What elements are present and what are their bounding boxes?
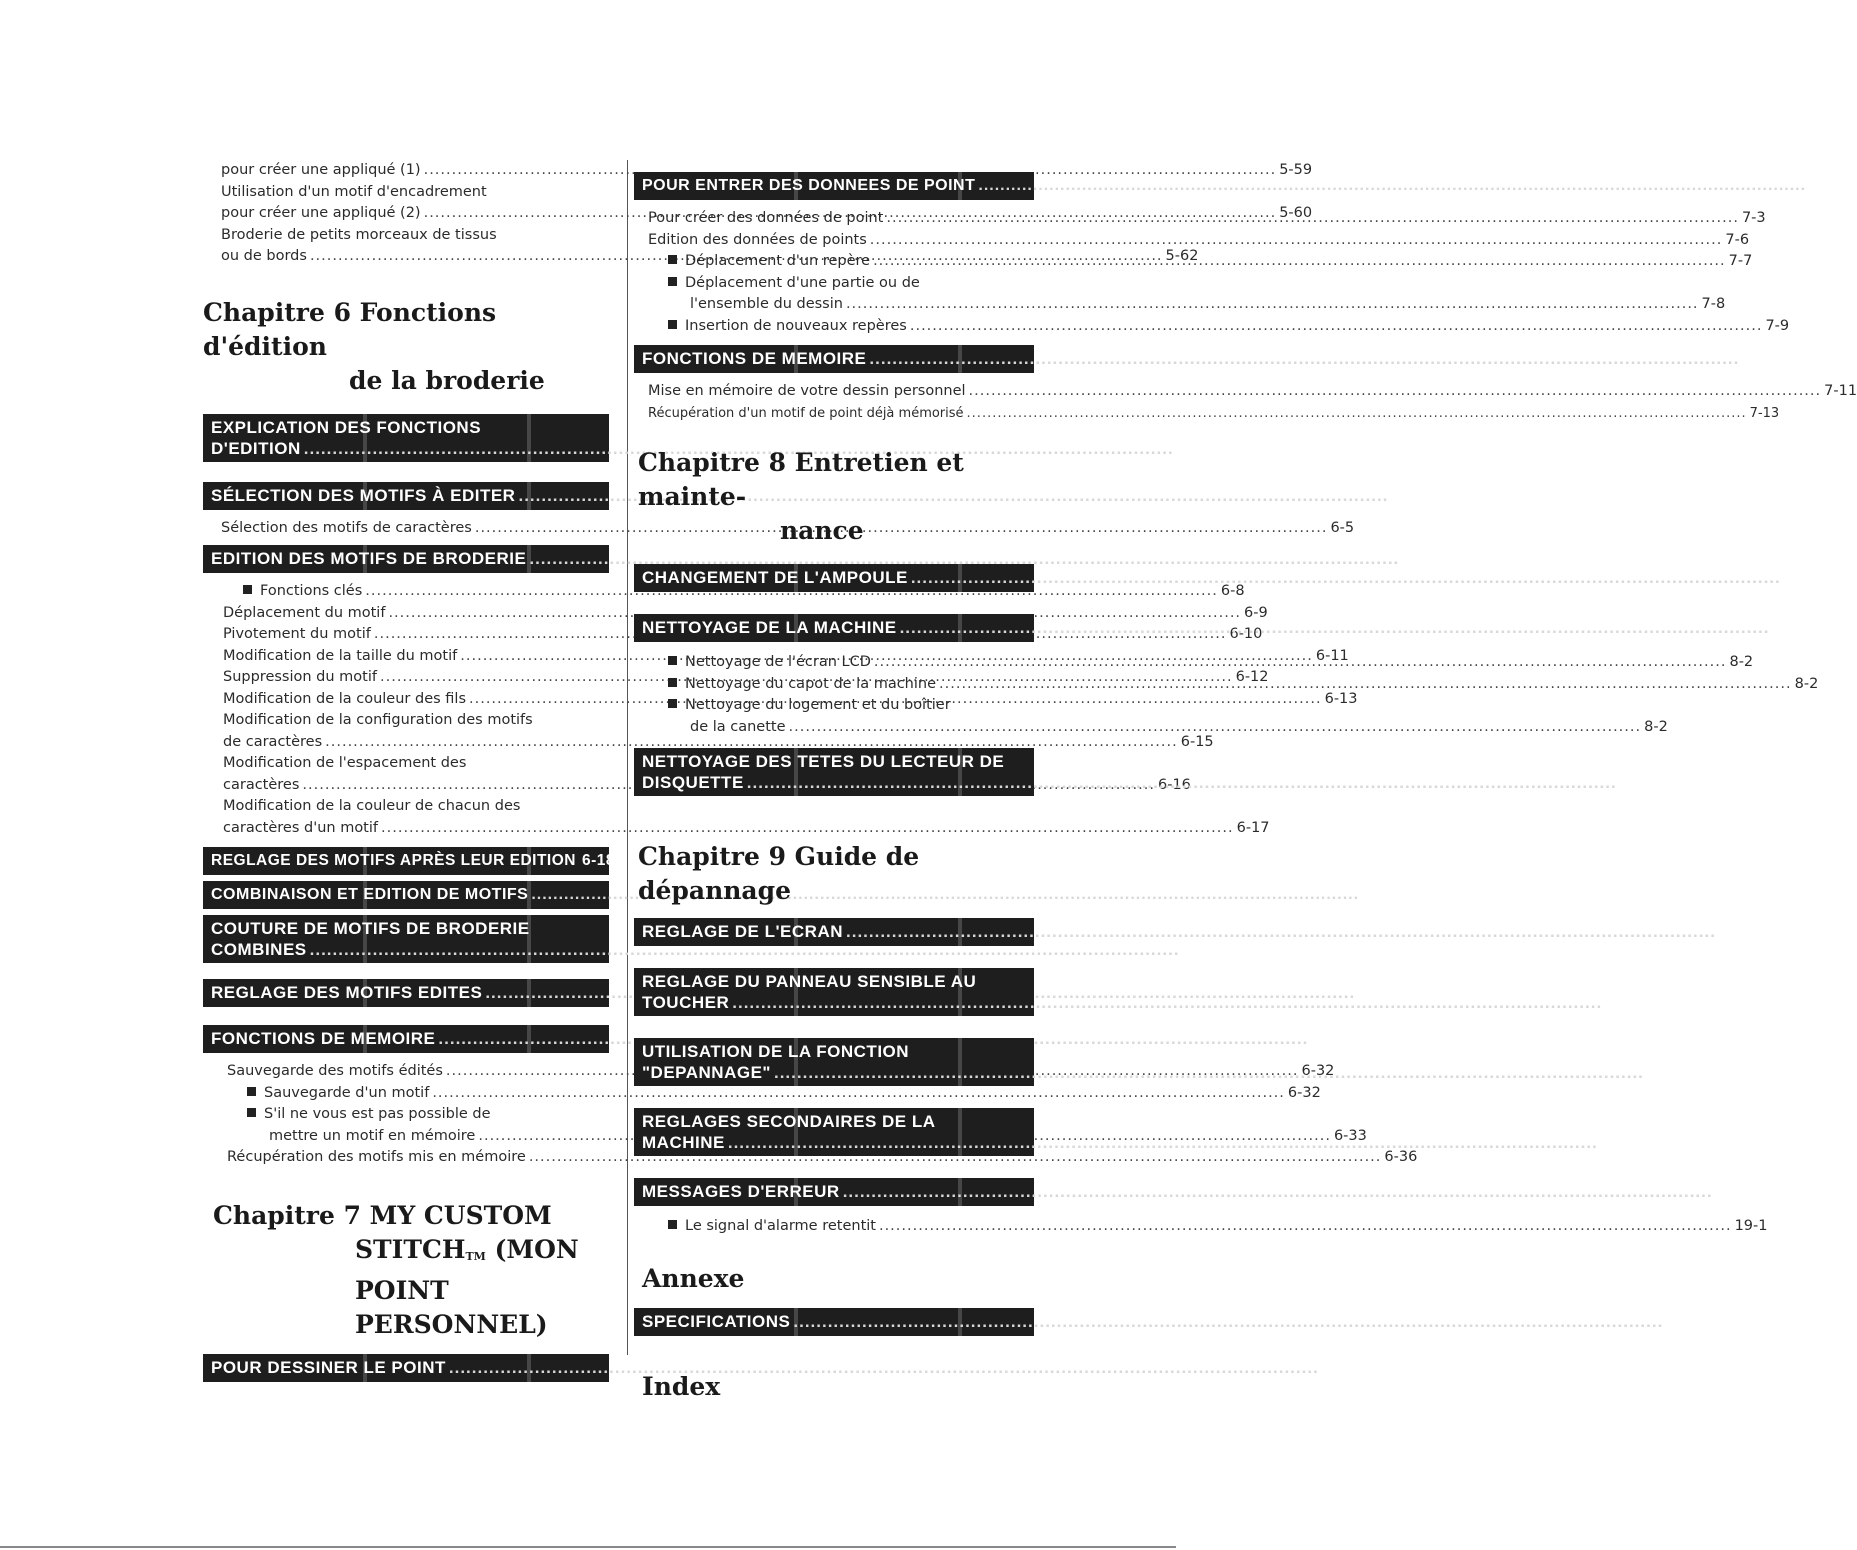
bar-page: 6-18 <box>581 852 616 869</box>
bar-label: SPECIFICATIONS <box>642 1311 791 1331</box>
section-bar-ampoule[interactable] <box>634 564 1810 592</box>
toc-entry[interactable]: de la canette ..... 8-2 <box>648 717 1034 739</box>
bar-page: 8-2 <box>1772 618 1799 637</box>
bar-label: REGLAGE DU PANNEAU SENSIBLE AU <box>642 972 977 991</box>
section-bar-reglage-apres[interactable] <box>203 847 616 875</box>
bar-label: CHANGEMENT DE L'AMPOULE <box>642 568 908 587</box>
square-bullet-icon <box>668 656 677 665</box>
toc-entry[interactable]: Modification de la couleur de chacun des <box>223 798 521 814</box>
square-bullet-icon <box>247 1108 256 1117</box>
toc-entry[interactable]: caractères ..... 6-16 <box>223 775 609 797</box>
section-bar-explication[interactable] <box>203 414 1203 462</box>
toc-entry[interactable]: Broderie de petits morceaux de tissus <box>221 226 497 243</box>
bar-label-cont: COMBINES <box>211 940 307 959</box>
toc-entry[interactable]: Insertion de nouveaux repères ..... 7-9 <box>648 316 1034 338</box>
bar-label: SÉLECTION DES MOTIFS À EDITER <box>211 485 516 505</box>
chapter-title-cont: nance <box>780 516 864 545</box>
section-bar-ecran[interactable] <box>634 918 1745 946</box>
bar-label: REGLAGE DES MOTIFS APRÈS LEUR EDITION <box>211 852 576 869</box>
bar-label: NETTOYAGE DE LA MACHINE <box>642 618 897 637</box>
square-bullet-icon <box>668 255 677 264</box>
bar-label: EXPLICATION DES FONCTIONS <box>211 417 482 437</box>
toc-entry[interactable]: Sauvegarde des motifs édités ..... 6-32 <box>227 1061 609 1083</box>
toc-entry[interactable]: Nettoyage de l'écran LCD ..... 8-2 <box>648 652 1034 674</box>
bar-label: NETTOYAGE DES TETES DU LECTEUR DE <box>642 752 1005 771</box>
toc-entry[interactable]: ou de bords ..... 5-62 <box>221 246 609 268</box>
toc-entry[interactable]: Sélection des motifs de caractères ..... 6-5 <box>221 518 609 540</box>
bar-label: EDITION DES MOTIFS DE BRODERIE <box>211 549 527 568</box>
bar-label: FONCTIONS DE MEMOIRE <box>642 349 867 368</box>
bar-label-cont: MACHINE <box>642 1133 725 1152</box>
toc-entry[interactable]: Le signal d'alarme retentit ..... 19-1 <box>648 1216 1034 1238</box>
toc-entry[interactable]: Déplacement du motif ..... 6-9 <box>223 603 609 625</box>
toc-entry[interactable]: caractères d'un motif ..... 6-17 <box>223 818 609 840</box>
bar-label: REGLAGE DES MOTIFS EDITES <box>211 983 483 1002</box>
toc-entry[interactable]: Pivotement du motif ..... 6-10 <box>223 624 609 646</box>
square-bullet-icon <box>668 678 677 687</box>
bar-page: 9-4 <box>1600 1133 1627 1152</box>
toc-entry[interactable]: Déplacement d'un repère ..... 7-7 <box>648 251 1034 273</box>
bar-page: 9-3 <box>1646 1063 1673 1082</box>
toc-entry[interactable]: de caractères ..... 6-15 <box>223 732 609 754</box>
toc-entry[interactable]: Fonctions clés ..... 6-8 <box>223 581 609 603</box>
memoire-7-list <box>648 381 1857 424</box>
bar-page: 6-2 <box>1391 485 1418 505</box>
bar-label: MESSAGES D'ERREUR <box>642 1182 840 1201</box>
section-bar-specs[interactable] <box>634 1308 1696 1336</box>
chapter-title-cont: STITCHTM (MON <box>355 1234 579 1264</box>
bar-label: FONCTIONS DE MEMOIRE <box>211 1029 436 1048</box>
toc-entry[interactable]: Nettoyage du logement et du boîtier <box>648 695 1034 717</box>
index-heading: Index <box>642 1371 721 1401</box>
toc-entry[interactable]: Suppression du motif ..... 6-12 <box>223 667 609 689</box>
bar-page: 6-8 <box>1402 549 1429 568</box>
bar-label: POUR ENTRER DES DONNEES DE POINT <box>642 177 976 194</box>
bar-label-cont: DISQUETTE <box>642 773 744 792</box>
column-divider <box>627 160 628 1355</box>
toc-entry[interactable]: Modification de l'espacement des <box>223 755 467 771</box>
bar-page: 8-1 <box>1783 568 1810 587</box>
toc-entry[interactable]: Récupération des motifs mis en mémoire ..... 6-36 <box>227 1147 609 1169</box>
bar-page: 7-11 <box>1742 349 1778 368</box>
toc-entry[interactable]: Sauvegarde d'un motif ..... 6-32 <box>227 1083 609 1105</box>
toc-entry[interactable]: S'il ne vous est pas possible de <box>227 1104 609 1126</box>
toc-entry[interactable]: l'ensemble du dessin ..... 7-8 <box>648 294 1034 316</box>
chapter-9-heading: Chapitre 9 Guide de dépannage <box>638 842 920 905</box>
bar-page: 6-1 <box>1176 438 1203 458</box>
toc-entry[interactable]: Nettoyage du capot de la machine ..... 8-2 <box>648 674 1034 696</box>
bar-page: 8-4 <box>1619 773 1646 792</box>
bar-label-cont: "DEPANNAGE" <box>642 1063 771 1082</box>
toc-entry[interactable]: Edition des données de points ..... 7-6 <box>648 230 1034 252</box>
chapter-title-cont: POINT PERSONNEL) <box>355 1275 548 1339</box>
bar-page: 9-1 <box>1718 922 1745 941</box>
toc-entry[interactable]: Modification de la couleur des fils ..... 6-13 <box>223 689 609 711</box>
chapter-title: Chapitre 7 MY CUSTOM <box>213 1200 552 1230</box>
bar-page: 6-28 <box>1182 940 1219 959</box>
square-bullet-icon <box>243 585 252 594</box>
section-bar-selection[interactable] <box>203 482 1418 510</box>
square-bullet-icon <box>668 277 677 286</box>
chapter-7-heading <box>213 1199 609 1342</box>
erreur-list <box>648 1216 1768 1238</box>
toc-entry[interactable]: pour créer une appliqué (1) ..... 5-59 <box>221 160 609 182</box>
bar-label: POUR DESSINER LE POINT <box>211 1357 446 1377</box>
toc-entry[interactable]: Modification de la configuration des motifs <box>223 712 533 728</box>
bar-page: 6-30 <box>1358 983 1395 1002</box>
chapter-8-heading <box>638 446 1034 548</box>
bar-label: COMBINAISON ET EDITION DE MOTIFS <box>211 886 529 903</box>
bar-page: 7-3 <box>1809 177 1834 194</box>
section-bar-erreur[interactable] <box>634 1178 1742 1206</box>
bar-page: 7-1 <box>1321 1357 1348 1377</box>
square-bullet-icon <box>668 320 677 329</box>
toc-entry[interactable]: mettre un motif en mémoire ..... 6-33 <box>227 1126 609 1148</box>
square-bullet-icon <box>247 1087 256 1096</box>
bar-label: COUTURE DE MOTIFS DE BRODERIE <box>211 919 530 938</box>
toc-entry[interactable]: Utilisation d'un motif d'encadrement <box>221 183 487 200</box>
section-bar-dessiner[interactable] <box>203 1354 1348 1382</box>
section-bar-combinaison[interactable] <box>203 881 1397 909</box>
toc-entry[interactable]: Pour créer des données de point ..... 7-3 <box>648 208 1034 230</box>
chapter-title: Chapitre 8 Entretien et mainte- <box>638 448 964 511</box>
bar-label: UTILISATION DE LA FONCTION <box>642 1042 910 1061</box>
toc-entry[interactable]: Récupération d'un motif de point déjà mémorisé ..... 7-13 <box>648 403 1034 425</box>
bar-page: 9-5 <box>1715 1182 1742 1201</box>
section-bar-entrer[interactable] <box>634 172 1834 200</box>
bar-page: 6-32 <box>1311 1029 1348 1048</box>
toc-entry[interactable]: pour créer une appliqué (2) ..... 5-60 <box>221 203 609 225</box>
square-bullet-icon <box>668 699 677 708</box>
bottom-rule <box>0 1546 1176 1548</box>
bar-label: REGLAGES SECONDAIRES DE LA <box>642 1112 936 1131</box>
toc-entry[interactable]: Modification de la taille du motif ..... 6-11 <box>223 646 609 668</box>
bar-label: REGLAGE DE L'ECRAN <box>642 922 843 941</box>
bar-label-cont: TOUCHER <box>642 993 730 1012</box>
annexe-heading: Annexe <box>642 1263 745 1293</box>
chapter-6-heading <box>203 296 609 398</box>
chapter-title: Chapitre 6 Fonctions d'édition <box>203 297 497 361</box>
bar-page: A-1 <box>1666 1311 1696 1331</box>
bar-label-cont: D'EDITION <box>211 438 301 458</box>
section-bar-edition[interactable] <box>203 545 1429 573</box>
square-bullet-icon <box>668 1220 677 1229</box>
section-bar-memoire-7[interactable] <box>634 345 1778 373</box>
bar-page: 6-20 <box>1362 886 1397 903</box>
toc-entry[interactable]: Déplacement d'une partie ou de <box>648 273 1034 295</box>
toc-entry[interactable]: Mise en mémoire de votre dessin personnel ..... 7-11 <box>648 381 1034 403</box>
bar-page: 9-2 <box>1605 993 1632 1012</box>
chapter-title-cont: de la broderie <box>349 365 545 395</box>
